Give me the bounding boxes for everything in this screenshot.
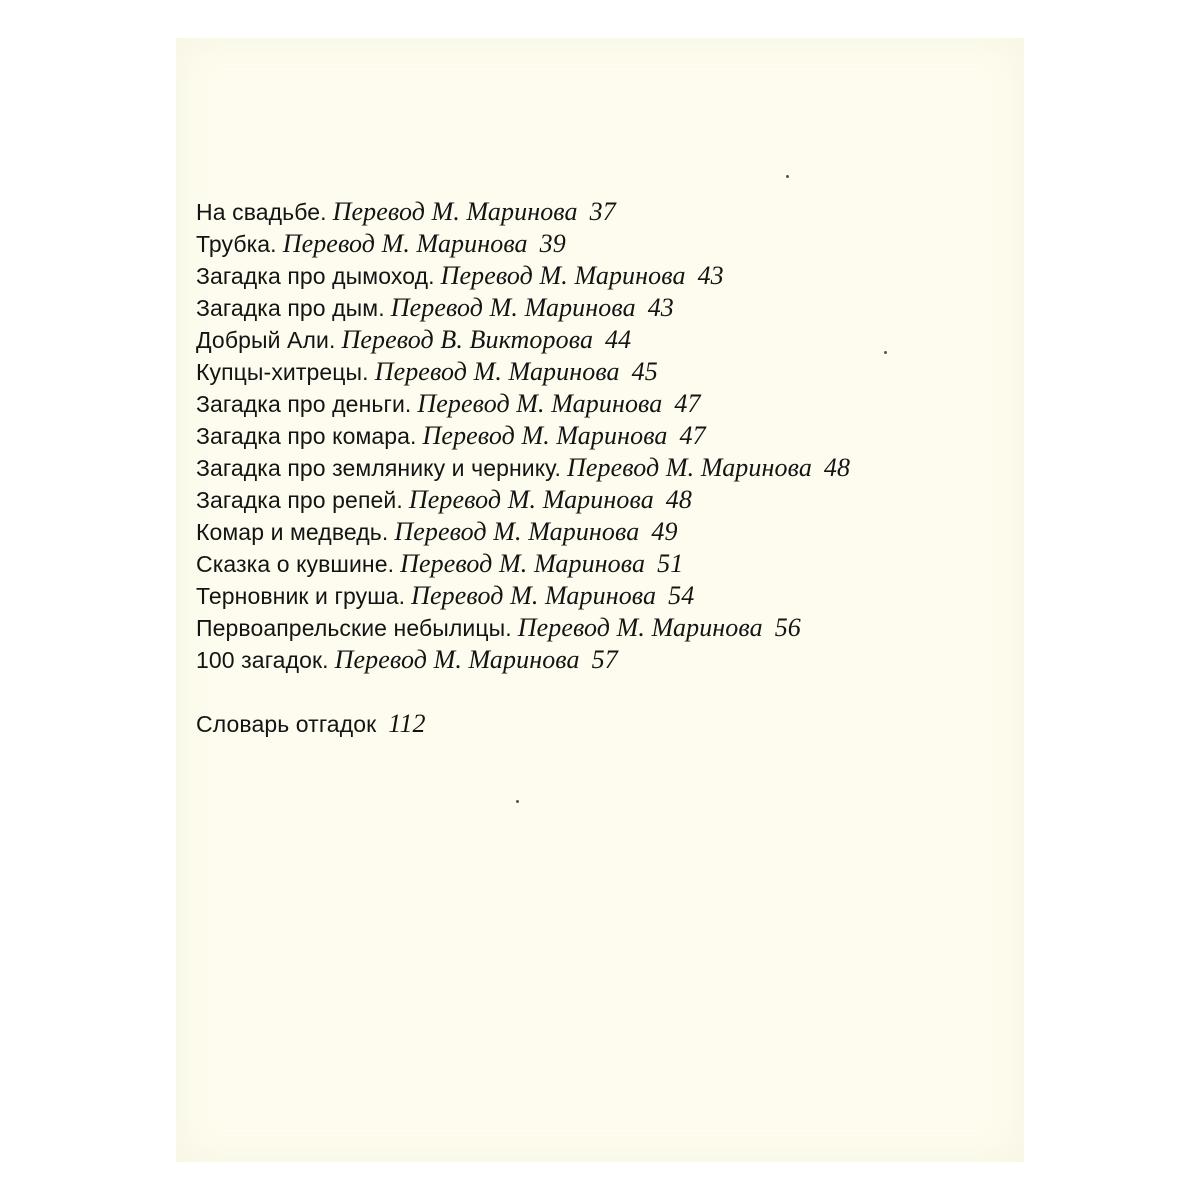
entry-translator: Перевод М. Маринова bbox=[417, 389, 663, 418]
toc-entry bbox=[196, 452, 1016, 484]
entry-title: Загадка про репей. bbox=[196, 487, 403, 513]
toc-entry bbox=[196, 292, 1016, 324]
entry-title: Трубка. bbox=[196, 231, 277, 257]
toc-entry bbox=[196, 260, 1016, 292]
entry-translator: Перевод М. Маринова bbox=[517, 613, 763, 642]
entry-translator: Перевод М. Маринова bbox=[408, 485, 654, 514]
entry-page-number: 56 bbox=[774, 613, 801, 642]
section-gap bbox=[196, 676, 1016, 708]
entry-page-number: 54 bbox=[668, 581, 695, 610]
entry-title: Загадка про дым. bbox=[196, 295, 385, 321]
entry-title: Терновник и груша. bbox=[196, 583, 406, 609]
entry-page-number: 44 bbox=[605, 325, 632, 354]
toc-entry bbox=[196, 644, 1016, 676]
entry-translator: Перевод М. Маринова bbox=[394, 517, 640, 546]
entry-page-number: 47 bbox=[679, 421, 706, 450]
toc-entry bbox=[196, 196, 1016, 228]
appendix-title: Словарь отгадок bbox=[196, 711, 377, 737]
toc-entry bbox=[196, 516, 1016, 548]
entry-page-number: 51 bbox=[657, 549, 684, 578]
toc-entry bbox=[196, 228, 1016, 260]
entry-translator: Перевод М. Маринова bbox=[332, 197, 578, 226]
entry-title: Сказка о кувшине. bbox=[196, 551, 395, 577]
entry-translator: Перевод М. Маринова bbox=[411, 581, 657, 610]
entry-page-number: 48 bbox=[665, 485, 692, 514]
toc-entry bbox=[196, 484, 1016, 516]
entry-translator: Перевод В. Викторова bbox=[341, 325, 594, 354]
toc-entry bbox=[196, 548, 1016, 580]
entry-translator: Перевод М. Маринова bbox=[374, 357, 620, 386]
paper-speck bbox=[786, 175, 789, 178]
entry-title: Загадка про комара. bbox=[196, 423, 417, 449]
toc-entry bbox=[196, 324, 1016, 356]
entry-page-number: 57 bbox=[591, 645, 618, 674]
entry-title: Добрый Али. bbox=[196, 327, 336, 353]
toc-entry bbox=[196, 420, 1016, 452]
entry-translator: Перевод М. Маринова bbox=[282, 229, 528, 258]
toc-entry bbox=[196, 612, 1016, 644]
entry-translator: Перевод М. Маринова bbox=[400, 549, 646, 578]
entry-title: Купцы-хитрецы. bbox=[196, 359, 369, 385]
entry-title: На свадьбе. bbox=[196, 199, 327, 225]
entry-page-number: 49 bbox=[651, 517, 678, 546]
entry-translator: Перевод М. Маринова bbox=[390, 293, 636, 322]
appendix-page-number: 112 bbox=[388, 709, 426, 738]
toc-entry bbox=[196, 388, 1016, 420]
entry-title: Первоапрельские небылицы. bbox=[196, 615, 512, 641]
entry-title: Комар и медведь. bbox=[196, 519, 389, 545]
entry-title: Загадка про дымоход. bbox=[196, 263, 435, 289]
paper-speck bbox=[884, 351, 887, 354]
entry-translator: Перевод М. Маринова bbox=[566, 453, 812, 482]
toc-entry bbox=[196, 356, 1016, 388]
entry-page-number: 48 bbox=[823, 453, 851, 482]
table-of-contents bbox=[196, 196, 1016, 740]
toc-entry bbox=[196, 580, 1016, 612]
entry-title: Загадка про деньги. bbox=[196, 391, 412, 417]
entry-page-number: 43 bbox=[697, 261, 724, 290]
entry-title: 100 загадок. bbox=[196, 647, 329, 673]
book-page bbox=[176, 38, 1024, 1162]
entry-page-number: 43 bbox=[647, 293, 674, 322]
entry-translator: Перевод М. Маринова bbox=[440, 261, 686, 290]
entry-page-number: 47 bbox=[674, 389, 701, 418]
entry-translator: Перевод М. Маринова bbox=[334, 645, 580, 674]
entry-page-number: 39 bbox=[539, 229, 566, 258]
toc-entry-appendix bbox=[196, 708, 1016, 740]
entry-title: Загадка про землянику и чернику. bbox=[196, 455, 561, 481]
entry-page-number: 45 bbox=[631, 357, 658, 386]
paper-speck bbox=[516, 800, 519, 803]
entry-translator: Перевод М. Маринова bbox=[422, 421, 668, 450]
entry-page-number: 37 bbox=[589, 197, 616, 226]
